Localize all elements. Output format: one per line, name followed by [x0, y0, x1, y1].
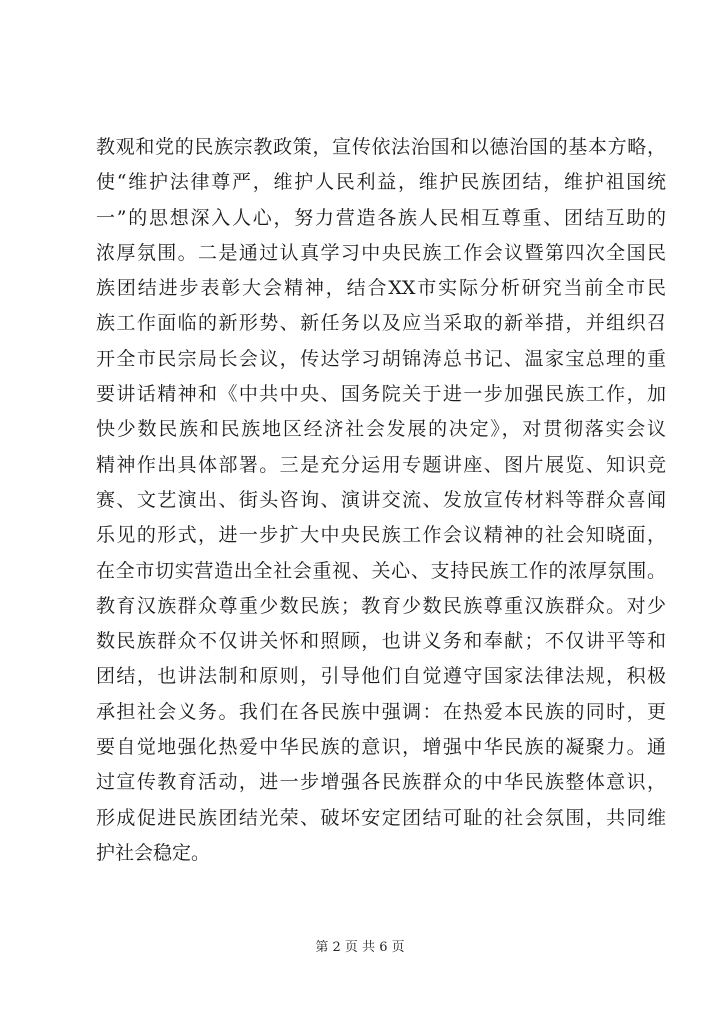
page-footer — [0, 938, 720, 958]
text-line: 族团结进步表彰大会精神，结合XX市实际分析研究当前全市民 — [96, 277, 666, 300]
text-line: 乐见的形式，进一步扩大中央民族工作会议精神的社会知晓面， — [96, 524, 666, 547]
text-line: 族工作面临的新形势、新任务以及应当采取的新举措，并组织召 — [96, 312, 666, 335]
text-line: 浓厚氛围。二是通过认真学习中央民族工作会议暨第四次全国民 — [96, 241, 666, 264]
page-number-label: 第 2 页 共 6 页 — [315, 940, 405, 955]
text-line: 赛、文艺演出、街头咨询、演讲交流、发放宣传材料等群众喜闻 — [96, 488, 666, 511]
text-line: 团结，也讲法制和原则，引导他们自觉遵守国家法律法规，积极 — [96, 665, 666, 688]
body-text — [96, 130, 666, 871]
text-line: 要自觉地强化热爱中华民族的意识，增强中华民族的凝聚力。通 — [96, 736, 666, 759]
text-line: 护社会稳定。 — [96, 841, 211, 864]
text-line: 承担社会义务。我们在各民族中强调：在热爱本民族的同时，更 — [96, 700, 666, 723]
text-line: 在全市切实营造出全社会重视、关心、支持民族工作的浓厚氛围。 — [96, 559, 666, 582]
text-line: 数民族群众不仅讲关怀和照顾，也讲义务和奉献；不仅讲平等和 — [96, 630, 666, 653]
text-line: 精神作出具体部署。三是充分运用专题讲座、图片展览、知识竞 — [96, 453, 666, 476]
text-line: 教观和党的民族宗教政策，宣传依法治国和以德治国的基本方略， — [96, 136, 666, 158]
text-line: 教育汉族群众尊重少数民族；教育少数民族尊重汉族群众。对少 — [96, 594, 666, 617]
text-line: 快少数民族和民族地区经济社会发展的决定》，对贯彻落实会议 — [96, 418, 666, 441]
text-line: 过宣传教育活动，进一步增强各民族群众的中华民族整体意识， — [96, 771, 666, 794]
text-line: 形成促进民族团结光荣、破坏安定团结可耻的社会氛围，共同维 — [96, 806, 666, 829]
text-line: 一”的思想深入人心，努力营造各族人民相互尊重、团结互助的 — [96, 206, 666, 229]
text-line: 使“维护法律尊严，维护人民利益，维护民族团结，维护祖国统 — [96, 171, 666, 194]
text-line: 要讲话精神和《中共中央、国务院关于进一步加强民族工作，加 — [96, 383, 666, 406]
text-line: 开全市民宗局长会议，传达学习胡锦涛总书记、温家宝总理的重 — [96, 347, 666, 370]
